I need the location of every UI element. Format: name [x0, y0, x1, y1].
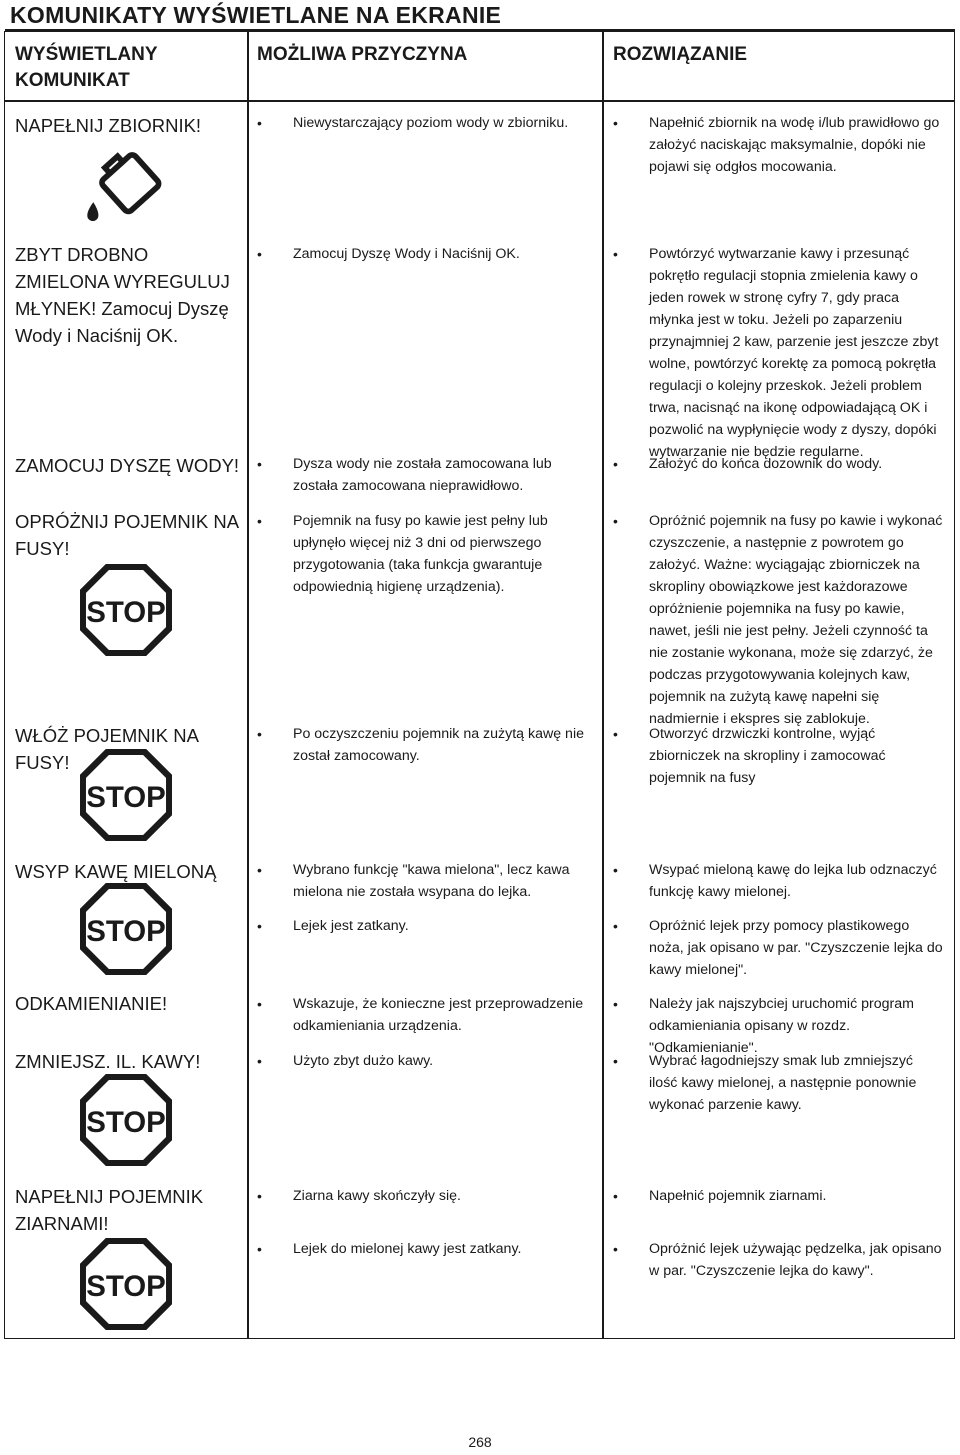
- message-grind-too-fine: ZBYT DROBNO ZMIELONA WYREGULUJ MŁYNEK! Zamocuj Dyszę Wody i Naciśnij OK.: [15, 244, 230, 346]
- solution-text: Napełnić zbiornik na wodę i/lub prawidłowo go założyć naciskając maksymalnie, dopóki nie pojawi się odgłos mocowania.: [649, 115, 940, 175]
- bullet: •: [613, 1241, 618, 1257]
- messages-table: [4, 31, 955, 1339]
- solution-text: Otworzyć drzwiczki kontrolne, wyjąć zbiorniczek na skropliny i zamocować pojemnik na fusy: [649, 726, 886, 786]
- bullet: •: [257, 996, 262, 1012]
- cause-text: Dysza wody nie została zamocowana lub została zamocowana nieprawidłowo.: [293, 456, 552, 494]
- column-divider: [602, 32, 604, 1338]
- column-divider: [247, 32, 249, 1338]
- solution-text: Napełnić pojemnik ziarnami.: [649, 1188, 827, 1204]
- header-divider: [5, 100, 954, 102]
- cause-text: Lejek jest zatkany.: [293, 918, 409, 934]
- bullet: •: [613, 918, 618, 934]
- bullet: •: [613, 115, 618, 131]
- bullet: •: [613, 513, 618, 529]
- bullet: •: [257, 1241, 262, 1257]
- stop-sign-icon: [80, 564, 172, 656]
- cause-text: Niewystarczający poziom wody w zbiorniku.: [293, 115, 569, 131]
- bullet: •: [257, 862, 262, 878]
- cause-text: Po oczyszczeniu pojemnik na zużytą kawę nie został zamocowany.: [293, 726, 584, 764]
- bullet: •: [257, 726, 262, 742]
- message-descaling: ODKAMIENIANIE!: [15, 993, 168, 1014]
- message-insert-grounds: WŁÓŻ POJEMNIK NA FUSY!: [15, 725, 198, 773]
- solution-text: Powtórzyć wytwarzanie kawy i przesunąć pokrętło regulacji stopnia zmielenia kawy o jeden rowek w stronę cyfry 7, gdy praca młynka jest w toku. Jeżeli po zaparzeniu przynajmniej 2 kaw, parzenie jest jeszcze zbyt wolne, powtórzyć korektę za pomocą pokrętła regulacji o kolejny przeskok. Jeżeli problem trwa, nacisnąć na ikonę odpowiadającą OK i pozwolić na wypłynięcie wody z dyszy, dopóki wytwarzanie nie będzie regularne.: [649, 246, 939, 460]
- solution-text: Wsypać mieloną kawę do lejka lub odznaczyć funkcję kawy mielonej.: [649, 862, 937, 900]
- page-title: KOMUNIKATY WYŚWIETLANE NA EKRANIE: [10, 2, 502, 28]
- solution-text: Wybrać łagodniejszy smak lub zmniejszyć ilość kawy mielonej, a następnie ponownie wykonać parzenie kawy.: [649, 1053, 917, 1113]
- bullet: •: [613, 996, 618, 1012]
- water-tank-pour-icon: [80, 132, 175, 227]
- header-cause: MOŻLIWA PRZYCZYNA: [257, 44, 468, 65]
- message-fill-beans: NAPEŁNIJ POJEMNIK ZIARNAMI!: [15, 1186, 204, 1234]
- message-add-ground-coffee: WSYP KAWĘ MIELONĄ: [15, 861, 217, 882]
- stop-label: STOP: [86, 1105, 166, 1139]
- message-empty-grounds: OPRÓŻNIJ POJEMNIK NA FUSY!: [15, 511, 239, 559]
- bullet: •: [613, 1053, 618, 1069]
- solution-text: Należy jak najszybciej uruchomić program odkamieniania opisany w rozdz. "Odkamienianie".: [649, 996, 914, 1056]
- cause-text: Wskazuje, że konieczne jest przeprowadzenie odkamieniania urządzenia.: [293, 996, 584, 1034]
- bullet: •: [257, 246, 262, 262]
- solution-text: Opróżnić pojemnik na fusy po kawie i wykonać czyszczenie, a następnie z powrotem go założyć. Ważne: wyciągając zbiorniczek na skropliny obowiązkowe jest każdorazowe opróżnienie pojemnika na fusy po kawie, nawet, jeśli nie jest pełny. Jeżeli czynność ta nie zostanie wykonana, może się zdarzyć, że podczas przygotowywania kolejnych kaw, pojemnik na zużytą kawę napełni się nadmiernie i ekspres się zablokuje.: [649, 513, 943, 727]
- message-attach-nozzle: ZAMOCUJ DYSZĘ WODY!: [15, 455, 240, 476]
- header-message: WYŚWIETLANY KOMUNIKAT: [15, 44, 158, 91]
- bullet: •: [257, 918, 262, 934]
- bullet: •: [257, 513, 262, 529]
- message-fill-tank: NAPEŁNIJ ZBIORNIK!: [15, 115, 202, 136]
- bullet: •: [613, 1188, 618, 1204]
- bullet: •: [257, 115, 262, 131]
- bullet: •: [257, 1053, 262, 1069]
- cause-text: Lejek do mielonej kawy jest zatkany.: [293, 1241, 522, 1257]
- solution-text: Opróżnić lejek przy pomocy plastikowego noża, jak opisano w par. "Czyszczenie lejka do kawy mielonej".: [649, 918, 943, 978]
- cause-text: Zamocuj Dyszę Wody i Naciśnij OK.: [293, 246, 520, 262]
- cause-text: Użyto zbyt dużo kawy.: [293, 1053, 434, 1069]
- bullet: •: [613, 862, 618, 878]
- stop-sign-icon: [80, 749, 172, 841]
- stop-label: STOP: [86, 595, 166, 629]
- header-solution: ROZWIĄZANIE: [613, 44, 748, 65]
- cause-text: Pojemnik na fusy po kawie jest pełny lub upłynęło więcej niż 3 dni od pierwszego przygotowania (taka funkcja gwarantuje odpowiednią higienę urządzenia).: [293, 513, 548, 595]
- bullet: •: [613, 246, 618, 262]
- stop-sign-icon: [80, 1238, 172, 1330]
- bullet: •: [257, 1188, 262, 1204]
- stop-label: STOP: [86, 914, 166, 948]
- stop-sign-icon: [80, 1074, 172, 1166]
- cause-text: Ziarna kawy skończyły się.: [293, 1188, 461, 1204]
- page-number: 268: [468, 1434, 492, 1450]
- cause-text: Wybrano funkcję "kawa mielona", lecz kawa mielona nie została wsypana do lejka.: [293, 862, 570, 900]
- bullet: •: [257, 456, 262, 472]
- bullet: •: [613, 726, 618, 742]
- solution-text: Opróżnić lejek używając pędzelka, jak opisano w par. "Czyszczenie lejka do kawy".: [649, 1241, 942, 1279]
- stop-label: STOP: [86, 1269, 166, 1303]
- solution-text: Założyć do końca dozownik do wody.: [649, 456, 883, 472]
- bullet: •: [613, 456, 618, 472]
- stop-sign-icon: [80, 883, 172, 975]
- message-reduce-coffee: ZMNIEJSZ. IL. KAWY!: [15, 1051, 201, 1072]
- stop-label: STOP: [86, 780, 166, 814]
